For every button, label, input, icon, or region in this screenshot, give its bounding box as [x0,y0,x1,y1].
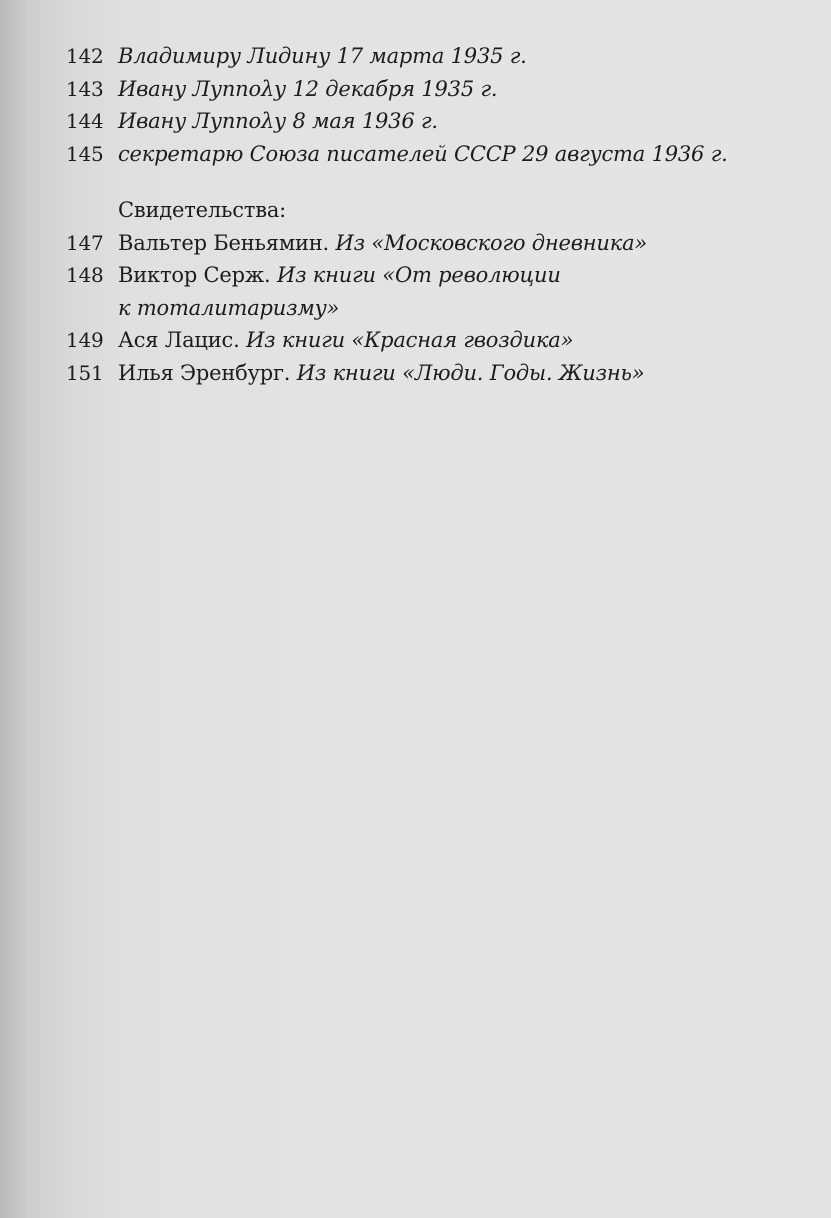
entry-work: Из книги «Красная гвоздика» [246,328,574,352]
toc-entry-148 [66,259,806,292]
toc-entry-144 [66,105,806,138]
page-number: 147 [66,230,104,255]
entry-work-continued: к тоталитаризму» [118,295,340,320]
entry-title: Ивану Луппολу 8 мая 1936 г. [118,109,438,133]
table-of-contents [66,40,806,389]
page-number: 148 [66,263,104,287]
page-number: 143 [66,76,104,101]
section-heading-row [66,194,806,227]
toc-entry-148-continuation [66,292,806,325]
toc-entry-149 [66,324,806,357]
page-number: 145 [66,141,104,166]
entry-work: Из книги «Люди. Годы. Жизнь» [296,360,645,385]
toc-entry-145 [66,138,806,171]
section-heading: Свидетельства: [118,198,287,222]
entry-title: Ивану Луппολу 12 декабря 1935 г. [118,76,498,101]
entry-work: Из «Московского дневника» [335,230,648,255]
entry-author: Ася Лацис. [118,328,240,352]
page-number: 149 [66,328,104,352]
entry-author: Илья Эренбург. [118,360,291,385]
section-spacer [66,170,806,194]
page-number: 151 [66,360,104,385]
page-number: 144 [66,109,104,133]
entry-title [118,324,806,357]
entry-title: секретарю Союза писателей СССР 29 августа 1936 г. [118,141,728,166]
entry-work: Из книги «От революции [276,263,561,287]
toc-entry-142 [66,40,806,73]
entry-title [118,259,806,292]
entry-title [118,357,806,390]
entry-author: Виктор Серж. [118,263,271,287]
page-number: 142 [66,44,104,68]
toc-entry-143 [66,73,806,106]
toc-entry-147 [66,227,806,260]
toc-entry-151 [66,357,806,390]
entry-title [118,227,806,260]
entry-title: Владимиру Лидину 17 марта 1935 г. [118,44,527,68]
entry-author: Вальтер Беньямин. [118,230,330,255]
